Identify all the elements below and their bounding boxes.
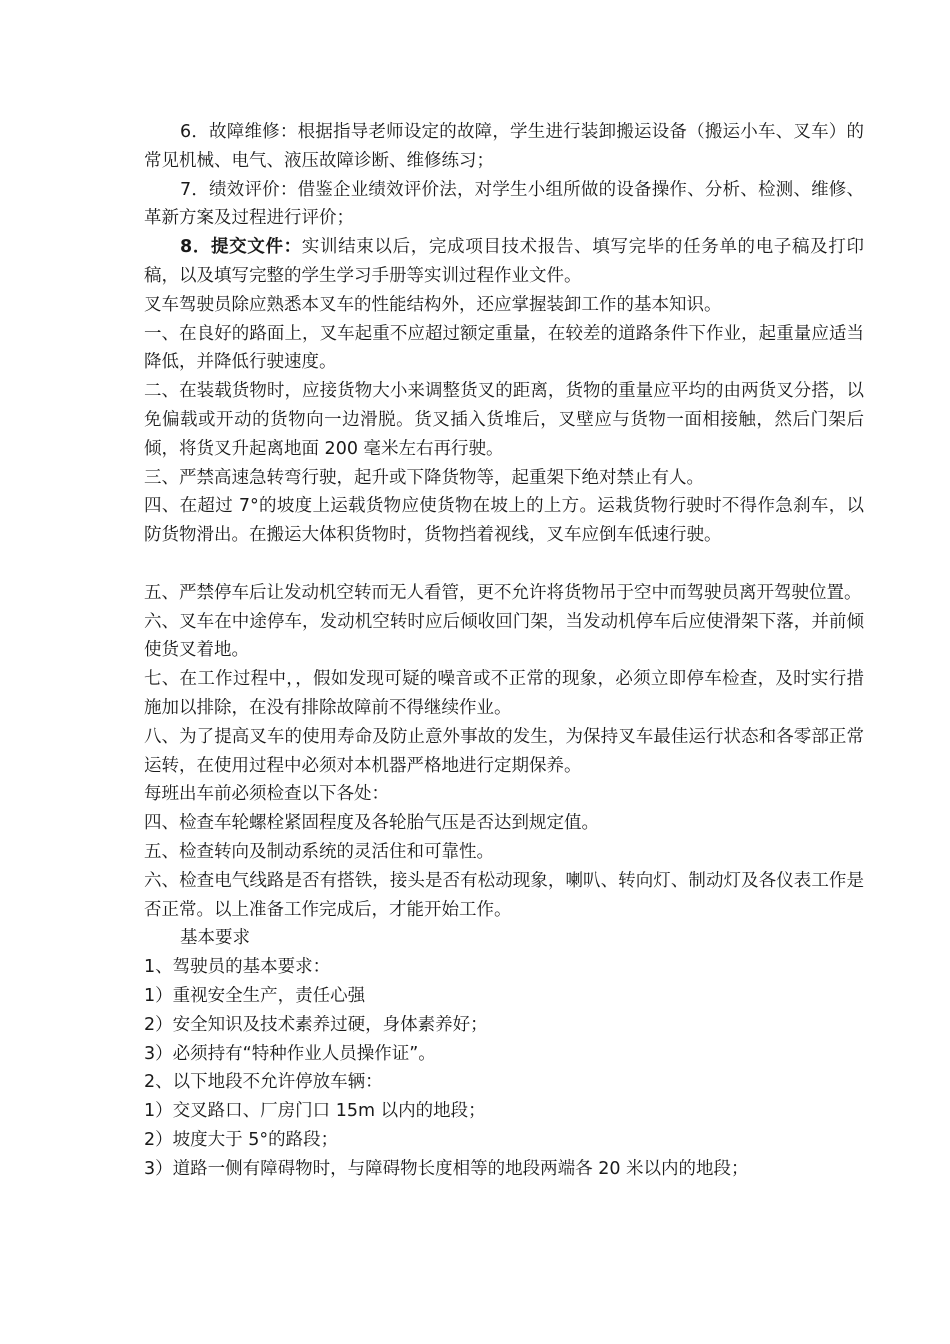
- paragraph-rule-2: 二、在装载货物时，应接货物大小来调整货叉的距离，货物的重量应平均的由两货叉分搭，以免偏载或开动的货物向一边滑脱。货叉插入货堆后，叉壁应与货物一面相接触，然后门架后倾，将货叉升起离地面 200 毫米左右再行驶。: [144, 381, 864, 459]
- paragraph-rule-5: 五、严禁停车后让发动机空转而无人看管，更不允许将货物吊于空中而驾驶员离开驾驶位置。: [144, 582, 862, 603]
- paragraph-precheck-heading: 每班出车前必须检查以下各处：: [144, 784, 389, 805]
- list-item-knowledge: 2）安全知识及技术素养过硬，身体素养好；: [144, 1014, 488, 1035]
- paragraph-check-4: 四、检查车轮螺栓紧固程度及各轮胎气压是否达到规定值。: [144, 813, 599, 834]
- list-item-intersection: 1）交叉路口、厂房门口 15m 以内的地段；: [144, 1101, 486, 1122]
- paragraph-fault-repair: 6．故障维修：根据指导老师设定的故障，学生进行装卸搬运设备（搬运小车、叉车）的常见机械、电气、液压故障诊断、维修练习；: [144, 122, 864, 171]
- submit-files-label: 8．提交文件：: [180, 237, 302, 258]
- paragraph-forklift-intro: 叉车驾驶员除应熟悉本叉车的性能结构外，还应掌握装卸工作的基本知识。: [144, 294, 722, 315]
- paragraph-check-5: 五、检查转向及制动系统的灵活住和可靠性。: [144, 841, 494, 862]
- paragraph-rule-7: 七、在工作过程中，，假如发现可疑的噪音或不正常的现象，必须立即停车检查，及时实行措施加以排除，在没有排除故障前不得继续作业。: [144, 669, 864, 718]
- paragraph-rule-8: 八、为了提高叉车的使用寿命及防止意外事故的发生，为保持叉车最佳运行状态和各零部正常运转，在使用过程中必须对本机器严格地进行定期保养。: [144, 726, 864, 776]
- document-body: [144, 118, 864, 1183]
- paragraph-no-parking: 2、以下地段不允许停放车辆：: [144, 1072, 383, 1093]
- paragraph-check-6: 六、检查电气线路是否有搭铁，接头是否有松动现象，喇叭、转向灯、制动灯及各仪表工作是否正常。以上准备工作完成后，才能开始工作。: [144, 870, 864, 920]
- paragraph-rule-1: 一、在良好的路面上，叉车起重不应超过额定重量，在较差的道路条件下作业，起重量应适当降低，并降低行驶速度。: [144, 323, 864, 373]
- paragraph-driver-requirements: 1、驾驶员的基本要求：: [144, 957, 331, 978]
- list-item-certificate: 3）必须持有“特种作业人员操作证”。: [144, 1043, 436, 1064]
- list-item-obstacle: 3）道路一侧有障碍物时，与障碍物长度相等的地段两端各 20 米以内的地段；: [144, 1158, 749, 1179]
- list-item-safety: 1）重视安全生产，责任心强: [144, 985, 366, 1006]
- paragraph-submit-files: [144, 233, 864, 291]
- list-item-slope: 2）坡度大于 5°的路段；: [144, 1129, 339, 1150]
- section-heading-basic-requirements: 基本要求: [180, 928, 250, 949]
- blank-line: [144, 550, 864, 579]
- paragraph-performance-eval: 7．绩效评价：借鉴企业绩效评价法，对学生小组所做的设备操作、分析、检测、维修、革新方案及过程进行评价；: [144, 179, 864, 229]
- paragraph-rule-3: 三、严禁高速急转弯行驶，起升或下降货物等，起重架下绝对禁止有人。: [144, 467, 704, 488]
- submit-files-text: 实训结束以后，完成项目技术报告、填写完毕的任务单的电子稿及打印稿，以及填写完整的学生学习手册等实训过程作业文件。: [144, 237, 864, 286]
- paragraph-rule-4: 四、在超过 7°的坡度上运载货物应使货物在坡上的上方。运栽货物行驶时不得作急刹车，以防货物滑出。在搬运大体积货物时，货物挡着视线，叉车应倒车低速行驶。: [144, 496, 864, 546]
- paragraph-rule-6: 六、叉车在中途停车，发动机空转时应后倾收回门架，当发动机停车后应使滑架下落，并前倾使货叉着地。: [144, 611, 864, 661]
